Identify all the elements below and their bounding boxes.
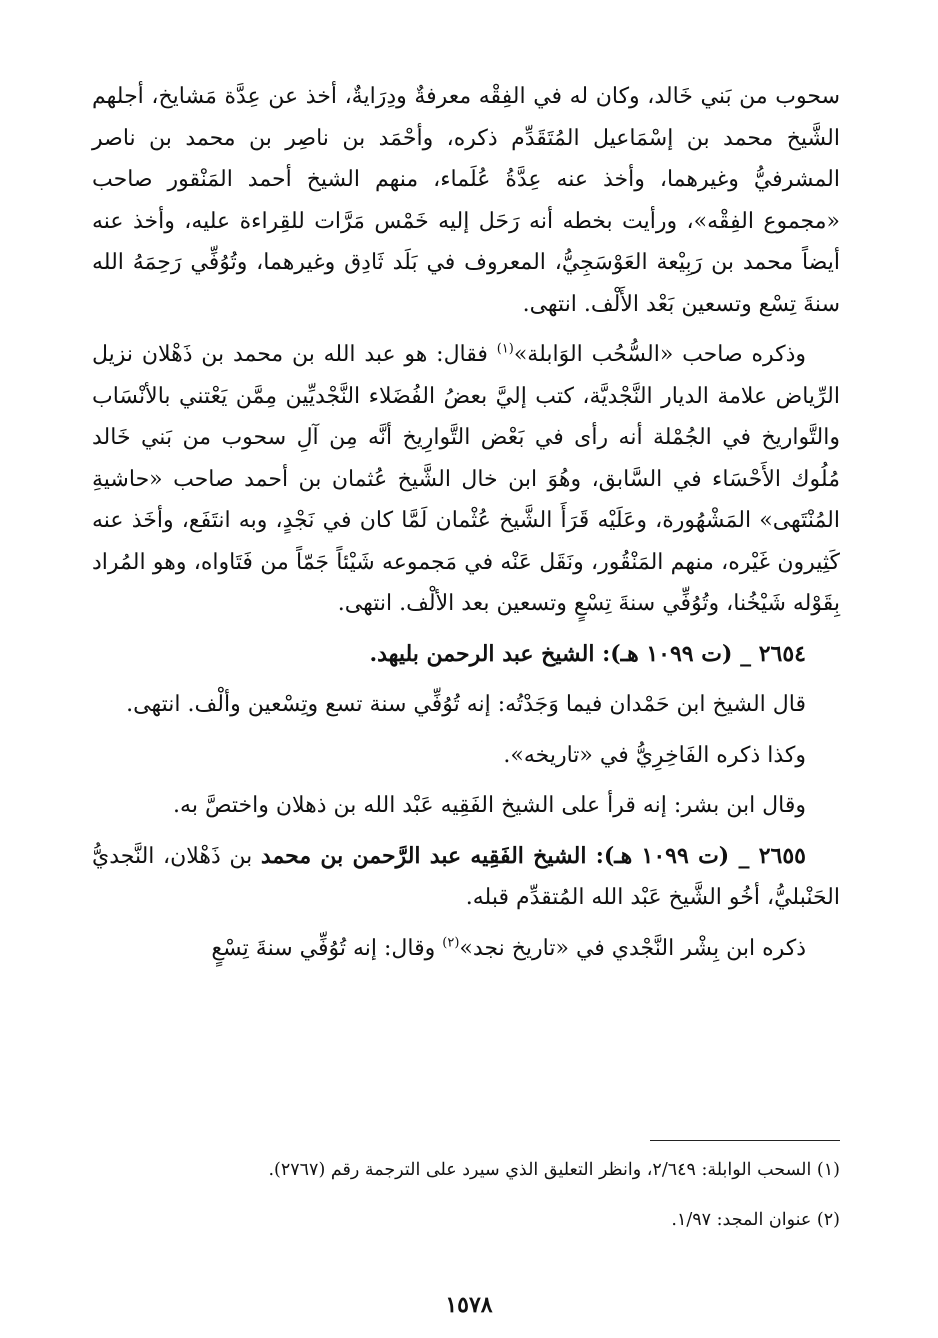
entry-text: بن ذَهْلان، النَّجديُّ الحَنْبليُّ، أخُو الشَّيخ عَبْد الله المُتقدِّم قبله. [92,843,840,910]
page-body [92,76,840,969]
entry-2654-heading [92,634,840,676]
entry-number: ٢٦٥٤ _ (ت ١٠٩٩ هـ): [594,640,806,667]
footnote-ref-1[interactable]: (١) [496,341,514,357]
paragraph-text: وقال: إنه تُوُفِّي سنةَ تِسْعٍ [211,935,443,961]
paragraph-continuation: سحوب من بَني خَالد، وكان له في الفِقْه معرفةٌ ودِرَايةٌ، أخذ عن عِدَّة مَشايخ، أجلهم الشَّيخ محمد بن إسْمَاعيل المُتَقَدِّم ذكره، وأحْمَد بن ناصِر بن محمد بن ناصر المشرفيُّ وغيرهما، وأخذ عنه عِدَّةُ عُلَماء، منهم الشيخ أحمد المَنْقور صاحب «مجموع الفِقْه»، ورأيت بخطه أنه رَحَل إليه خَمْس مَرَّات للقِراءة عليه، وأخذ عنه أيضاً محمد بن رَبِيْعة العَوْسَجِيُّ، المعروف في بَلَد ثَادِق وغيرهما، وتُوُفِّي رَحِمَهُ الله سنةَ تِسْع وتسعين بَعْد الأَلْف. انتهى. [92,84,841,317]
paragraph-fakhiri: وكذا ذكره الفَاخِرِيُّ في «تاريخه». [503,742,806,768]
entry-2655-heading [92,836,840,919]
paragraph-text: فقال: هو عبد الله بن محمد بن ذَهْلان نزيل الرِّياض علامة الديار النَّجْديَّة، كتب إليَّ بعضُ الفُضَلاء النَّجْديِّين مِمَّن يَعْتني بالأنْسَاب والتَّواريخ في الجُمْلة أنه رأى في بَعْض التَّوارِيخ أنَّه مِن آلِ سحوب من بَني خَالد مُلُوك الأَحْسَاء في السَّابق، وهُوَ ابن خال الشَّيخ عُثمان بن أحمد صاحب «حاشيةِ المُنْتَهى» المَشْهُورة، وعَلَيْه قَرَأَ الشَّيخ عُثْمان لَمَّا كان في نَجْدٍ، وبه انتَفَع، وأخَذ عنه كَثِيرون غَيْره، منهم المَنْقُور، ونَقَل عَنْه في مَجموعه شَيْئاً جَمّاً من فَتَاواه، وهو المُراد بِقَوْله شَيْخُنا، وتُوُفِّي سنةَ تِسْعٍ وتسعين بعد الألْف. انتهى. [92,342,841,616]
paragraph-ibn-hamdan: قال الشيخ ابن حَمْدان فيما وَجَدْتُه: إنه تُوُفِّي سنة تسع وتِسْعين وألْف. انتهى. [126,692,806,717]
footnote-2: (٢) عنوان المجد: ١/٩٧. [671,1210,840,1230]
paragraph-text: وذكره صاحب «السُّحُب الوَابلة» [513,342,806,367]
footnote-ref-2[interactable]: (٢) [442,935,460,951]
page-number: ١٥٧٨ [445,1292,493,1318]
entry-title: الشيخ عبد الرحمن بليهد. [369,640,595,667]
footnotes-section [92,1140,840,1255]
footnote-1: (١) السحب الوابلة: ٢/٦٤٩، وانظر التعليق الذي سيرد على الترجمة رقم (٢٧٦٧). [268,1160,840,1180]
paragraph-tarikh-najd [92,928,840,970]
paragraph-ibn-bishr: وقال ابن بشر: إنه قرأ على الشيخ الفَقِيه عَبْد الله بن ذهلان واختصَّ به. [173,793,806,818]
entry-title: الشيخ الفَقِيه عبد الرَّحمن بن محمد [260,842,587,869]
entry-number: ٢٦٥٥ _ (ت ١٠٩٩ هـ): [586,842,806,869]
paragraph-text: ذكره ابن بِشْر النَّجْدي في «تاريخ نجد» [459,935,806,961]
footnote-divider [650,1140,840,1141]
paragraph-sohub-wabila [92,334,840,625]
